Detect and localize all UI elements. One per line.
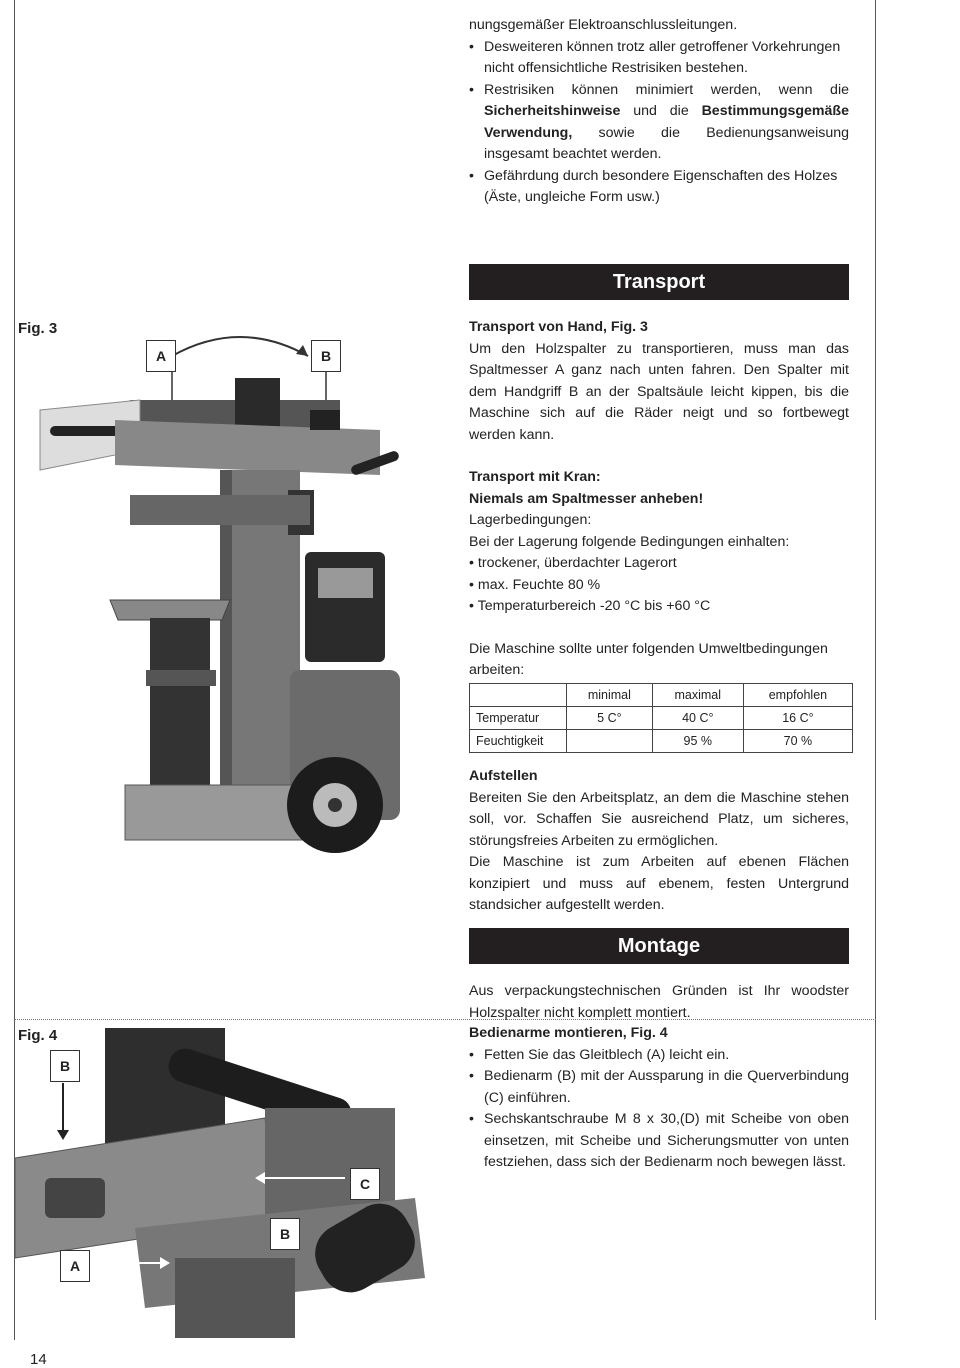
table-row: Temperatur 5 C° 40 C° 16 C° (470, 707, 853, 730)
right-margin-line (875, 0, 876, 1320)
list-item: • Sechskantschraube M 8 x 30,(D) mit Scheibe von oben einsetzen, mit Scheibe und Sicherungsmutter von unten festziehen, dass sich der Bedienarm noch bewegen lässt. (469, 1111, 849, 1170)
fig4-image (15, 1028, 425, 1338)
list-item: • Gefährdung durch besondere Eigenschaften des Holzes (Äste, ungleiche Form usw.) (469, 167, 838, 205)
transport-kran-warning: Niemals am Spaltmesser anheben! (469, 490, 704, 507)
fig4-label: Fig. 4 (18, 1027, 58, 1044)
transport-block (469, 317, 849, 682)
storage-intro: Bei der Lagerung folgende Bedingungen einhalten: (469, 533, 790, 550)
list-item: • Restrisiken können minimiert werden, wenn die Sicherheitshinweise und die Bestimmungsgemäße Verwendung, sowie die Bedienungsanweisung insgesamt beachtet werden. (469, 81, 849, 162)
arm-title: Bedienarme montieren, Fig. 4 (469, 1025, 668, 1041)
env-conditions-text: Die Maschine sollte unter folgenden Umweltbedingungen arbeiten: (469, 640, 828, 678)
callout-b: B (50, 1050, 80, 1082)
transport-hand-text: Um den Holzspalter zu transportieren, muss man das Spaltmesser A ganz nach unten fahren. Den Spalter mit dem Handgriff B an der Spaltsäule leicht kippen, bis die Maschine sich auf die Räder neigt und so fortbewegt werden kann. (469, 340, 849, 443)
intro-block (469, 15, 849, 209)
list-item: • max. Feuchte 80 % (469, 576, 601, 593)
list-item: • Fetten Sie das Gleitblech (A) leicht ein. (469, 1046, 730, 1063)
transport-kran-title: Transport mit Kran: (469, 469, 601, 485)
intro-line: nungsgemäßer Elektroanschlussleitungen. (469, 17, 738, 33)
aufstellen-block (469, 766, 849, 917)
montage-intro: Aus verpackungstechnischen Gründen ist Ihr woodster Holzspalter nicht komplett montiert. (469, 983, 849, 1021)
fig3-image (30, 330, 430, 870)
callout-b: B (270, 1218, 300, 1250)
callout-c: C (350, 1168, 380, 1200)
transport-hand-title: Transport von Hand, Fig. 3 (469, 319, 648, 335)
env-table (469, 683, 853, 753)
env-table-wrap (469, 683, 853, 753)
fig3-label: Fig. 3 (18, 320, 58, 337)
table-row: Feuchtigkeit 95 % 70 % (470, 730, 853, 753)
montage-heading: Montage (469, 928, 849, 964)
arm-block (469, 1023, 849, 1174)
transport-heading: Transport (469, 264, 849, 300)
page-number: 14 (30, 1351, 47, 1368)
aufstellen-p1: Bereiten Sie den Arbeitsplatz, an dem die Maschine stehen soll, vor. Schaffen Sie ausreichend Platz, um sicheres, störungsfreies Arbeiten zu ermöglichen. (469, 789, 849, 849)
list-item: • Temperaturbereich -20 °C bis +60 °C (469, 598, 711, 614)
table-row: minimal maximal empfohlen (470, 684, 853, 707)
list-item: • Desweiteren können trotz aller getroffener Vorkehrungen nicht offensichtliche Restrisiken bestehen. (469, 38, 841, 76)
callout-b: B (311, 340, 341, 372)
list-item: • trockener, überdachter Lagerort (469, 555, 677, 571)
storage-title: Lagerbedingungen: (469, 512, 592, 528)
aufstellen-title: Aufstellen (469, 768, 538, 784)
log-splitter-illustration (30, 330, 430, 870)
aufstellen-p2: Die Maschine ist zum Arbeiten auf ebenen Flächen konzipiert und muss auf ebenem, festen Untergrund standsicher aufgestellt werden. (469, 854, 849, 913)
list-item: • Bedienarm (B) mit der Aussparung in die Querverbindung (C) einführen. (469, 1068, 849, 1106)
callout-a: A (146, 340, 176, 372)
callout-a: A (60, 1250, 90, 1282)
